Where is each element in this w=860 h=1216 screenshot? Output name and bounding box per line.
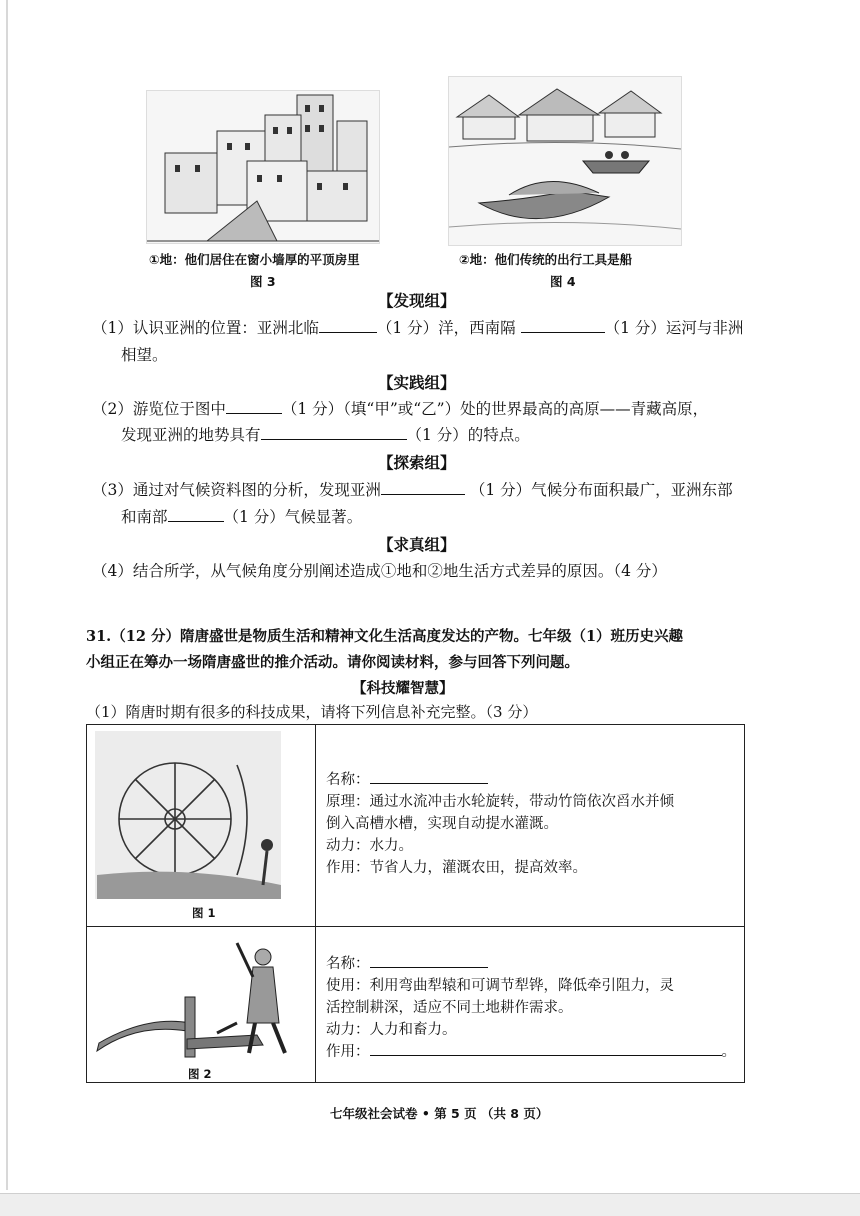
answer-blank-east-south-climate[interactable]	[168, 507, 224, 522]
figure-3-label: 图 3	[250, 274, 276, 289]
question-30-3: （3）通过对气候资料图的分析，发现亚洲 （1 分）气候分布面积最广，亚洲东部	[92, 481, 733, 499]
group-heading-practice: 【实践组】	[378, 373, 456, 392]
figure-4-label: 图 4	[550, 274, 576, 289]
plough-usage-line2: 活控制耕深，适应不同土地耕作需求。	[326, 1000, 573, 1016]
waterwheel-use: 作用：节省人力，灌溉农田，提高效率。	[326, 860, 587, 876]
figure-2-caption: 图 2	[188, 1067, 212, 1081]
question-30-2: （2）游览位于图中 （1 分）（填“甲”或“乙”）处的世界最高的高原——青藏高原，	[92, 400, 709, 418]
waterwheel-illustration	[87, 725, 315, 925]
figure-1-caption: 图 1	[192, 906, 216, 920]
answer-blank-widest-climate[interactable]	[381, 480, 465, 495]
answer-blank-canal[interactable]	[521, 318, 605, 333]
answer-blank-plough-effect[interactable]	[370, 1042, 722, 1056]
science-achievements-table	[86, 724, 745, 1083]
plough-name-label: 名称：	[326, 956, 370, 972]
question-31-intro-line2: 小组正在筹办一场隋唐盛世的推介活动。请你阅读材料，参与回答下列问题。	[86, 654, 579, 671]
figure-4-image	[448, 76, 682, 246]
waterwheel-principle-line2: 倒入高槽水槽，实现自动提水灌溉。	[326, 816, 558, 832]
figure-3-caption: ①地：他们居住在窗小墙厚的平顶房里	[149, 252, 360, 267]
viewer-bottom-bar	[0, 1193, 860, 1216]
plough-effect-label: 作用：	[326, 1044, 370, 1060]
answer-blank-plough-name[interactable]	[370, 954, 488, 968]
page-footer: 七年级社会试卷 • 第 5 页 （共 8 页）	[330, 1106, 549, 1121]
answer-blank-north-ocean[interactable]	[319, 318, 377, 333]
group-heading-truth: 【求真组】	[378, 535, 456, 554]
plough-info-cell: 名称： 使用：利用弯曲犁辕和可调节犁铧，降低牵引阻力，灵 活控制耕深，适应不同土地耕作需求。 动力：人力和畜力。 作用： 。	[316, 927, 745, 1083]
group-heading-explore: 【探索组】	[378, 453, 456, 472]
plough-image-cell	[87, 927, 316, 1083]
boat-village-illustration	[449, 77, 681, 245]
waterwheel-info-cell	[316, 725, 745, 927]
table-row-plough	[87, 927, 745, 1083]
question-30-1: （1）认识亚洲的位置：亚洲北临 （1 分）洋，西南隔 （1 分）运河与非洲	[92, 319, 744, 337]
page-left-border	[6, 0, 8, 1190]
figure-4-caption: ②地：他们传统的出行工具是船	[459, 252, 633, 267]
question-30-2-cont: 发现亚洲的地势具有 （1 分）的特点。	[121, 426, 530, 444]
plough-usage-line1: 使用：利用弯曲犁辕和可调节犁铧，降低牵引阻力，灵	[326, 978, 674, 994]
figure-3-image	[146, 90, 380, 244]
flat-roof-houses-illustration	[147, 91, 379, 243]
waterwheel-principle-line1: 原理：通过水流冲击水轮旋转，带动竹筒依次舀水并倾	[326, 794, 674, 810]
question-31-1: （1）隋唐时期有很多的科技成果，请将下列信息补充完整。（3 分）	[86, 703, 538, 721]
question-30-3-cont: 和南部 （1 分）气候显著。	[121, 508, 363, 526]
waterwheel-power: 动力：水力。	[326, 838, 413, 854]
answer-blank-plateau-location[interactable]	[226, 399, 282, 414]
plough-power: 动力：人力和畜力。	[326, 1022, 457, 1038]
waterwheel-image-cell	[87, 725, 316, 927]
table-row-waterwheel	[87, 725, 745, 927]
waterwheel-name-label: 名称：	[326, 772, 370, 788]
question-30-1-cont: 相望。	[121, 346, 168, 364]
plough-illustration	[87, 927, 315, 1081]
section-heading-science: 【科技耀智慧】	[352, 680, 454, 697]
question-31-intro-line1: 31.（12 分）隋唐盛世是物质生活和精神文化生活高度发达的产物。七年级（1）班历史兴趣	[86, 628, 684, 645]
answer-blank-terrain-feature[interactable]	[261, 425, 407, 440]
question-30-4: （4）结合所学，从气候角度分别阐述造成①地和②地生活方式差异的原因。（4 分）	[92, 562, 667, 580]
group-heading-discover: 【发现组】	[378, 291, 456, 310]
answer-blank-waterwheel-name[interactable]	[370, 770, 488, 784]
